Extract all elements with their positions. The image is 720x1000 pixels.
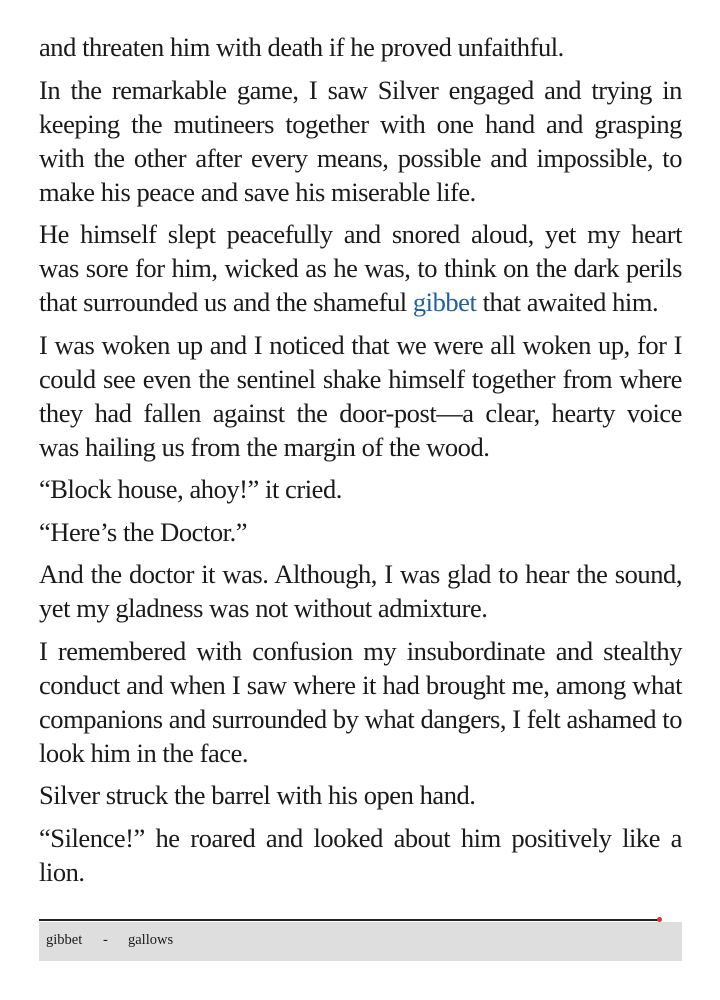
paragraph-text: that awaited him. [476,287,659,317]
paragraph: Silver struck the barrel with his open hand. [39,780,476,810]
paragraph: “Here’s the Doctor.” [39,516,248,547]
paragraph: In the remarkable game, I saw Silver engaged and trying in keeping the mutineers together with one hand and grasping with the other after every means, possible and impossible, to make his peace and save his miserable life. [39,74,682,207]
paragraph [39,217,682,319]
paragraph: I was woken up and I noticed that we were all woken up, for I could see even the sentinel shake himself together from where they had fallen against the door-post—a clear, hearty voice was hailing us from the margin of the wood. [39,329,682,462]
footer-divider [39,919,659,921]
paragraph: And the doctor it was. Although, I was glad to hear the sound, yet my gladness was not without admixture. [39,559,682,623]
glossary-separator: - [103,932,108,948]
glossary-term-link[interactable]: gibbet [412,287,477,317]
glossary-definition: gallows [128,932,174,948]
paragraph: “Silence!” he roared and looked about him positively like a lion. [39,822,682,887]
glossary-term: gibbet [46,932,83,948]
paragraph-text: He himself slept peacefully and snored aloud, yet my heart was sore for him, wicked as he was, to think on the dark perils that surrounded us and the shameful [39,219,682,317]
paragraph: I remembered with confusion my insubordinate and stealthy conduct and when I saw where it had brought me, among what companions and surrounded by what dangers, I felt ashamed to look him in the face. [39,635,682,768]
paragraph: and threaten him with death if he proved unfaithful. [39,32,564,62]
body-text [39,30,682,897]
glossary-box [39,922,682,961]
paragraph: “Block house, ahoy!” it cried. [39,474,342,504]
